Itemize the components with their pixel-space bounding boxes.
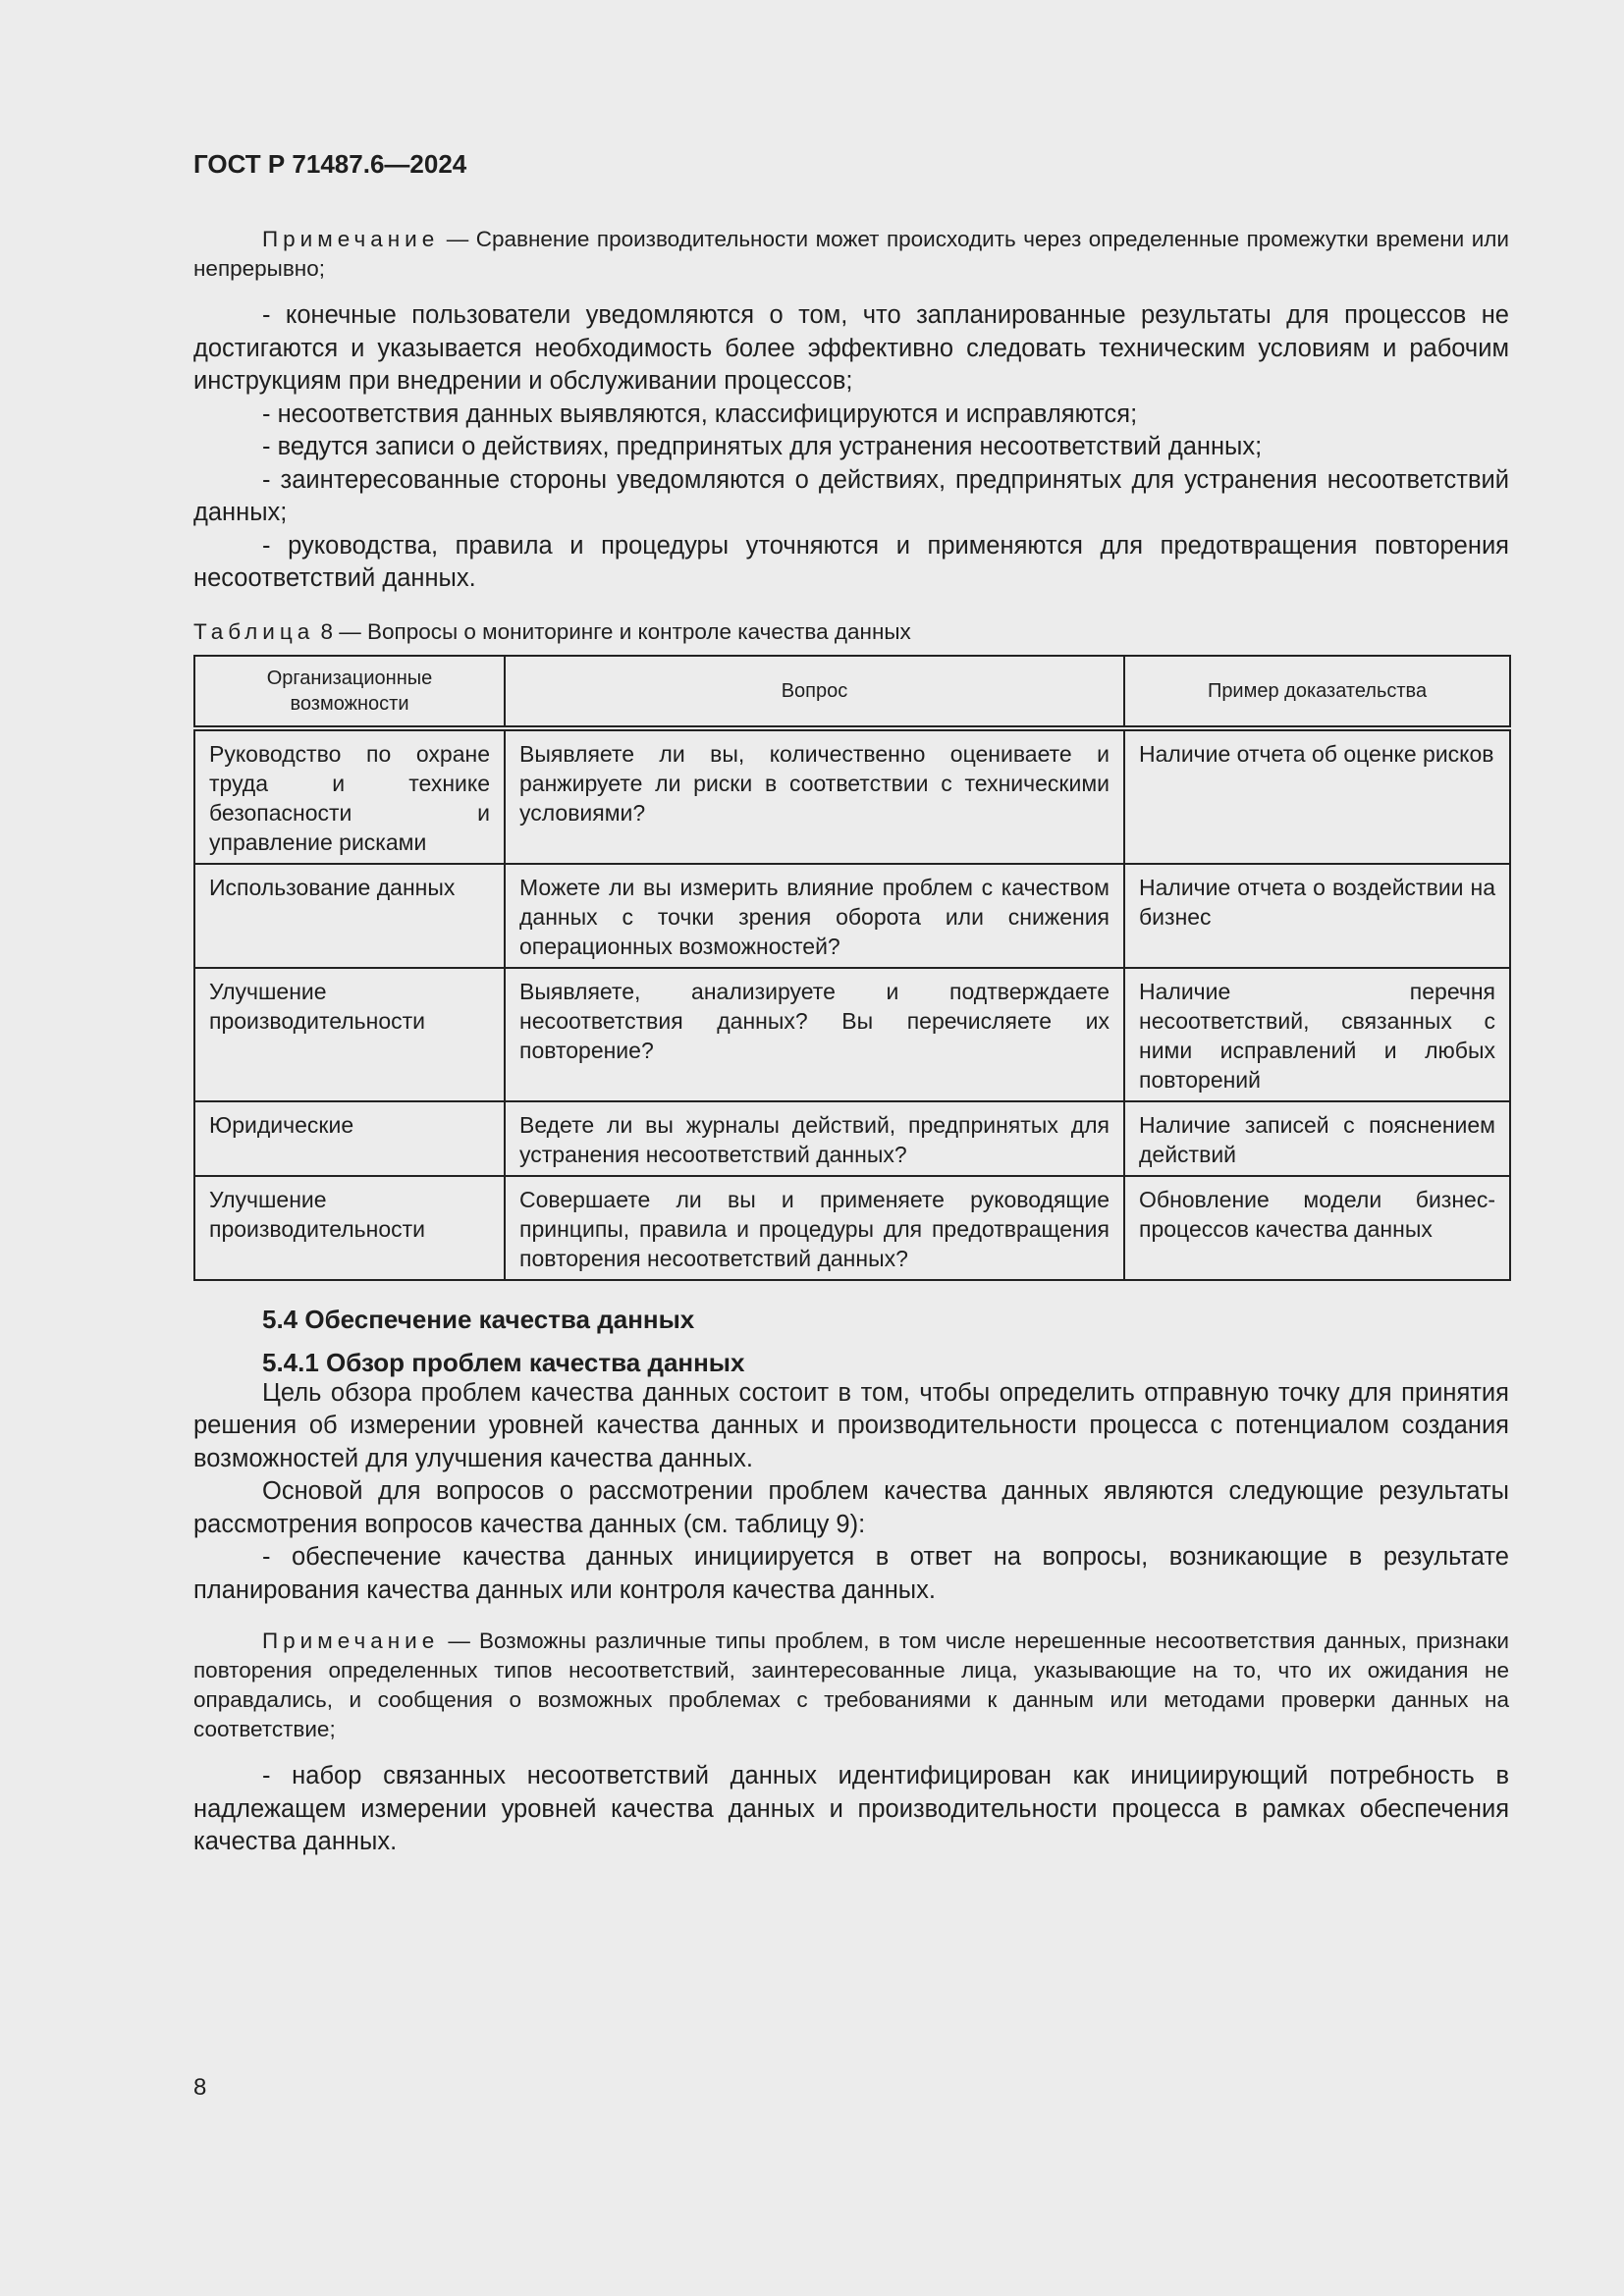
note-1-lead: Примечание [262,227,440,251]
table-cell: Улучшение производительности [194,1176,505,1280]
column-header-evidence: Пример доказательства [1124,656,1510,728]
document-header: ГОСТ Р 71487.6—2024 [193,149,467,179]
table-cell: Наличие записей с пояснением действий [1124,1101,1510,1176]
table-cell: Можете ли вы измерить влияние проблем с качеством данных с точки зрения оборота или снижения операционных возможностей? [505,864,1124,968]
note-1-text: — Сравнение производительности может происходить через определенные промежутки времени или непрерывно; [193,227,1509,281]
section-heading: 5.4 Обеспечение качества данных [262,1304,695,1334]
page-number: 8 [193,2074,207,2101]
table-caption-lead: Таблица [193,618,315,644]
note-2-lead: Примечание [262,1629,440,1653]
table-cell: Наличие перечня несоответствий, связанных с ними исправлений и любых повторений [1124,968,1510,1101]
note-2 [193,1627,1509,1744]
table-cell: Улучшение производительности [194,968,505,1101]
questions-table [193,655,1511,1281]
column-header-capabilities: Организационные возможности [194,656,505,728]
table-row [194,864,1510,968]
table-header-row [194,656,1510,728]
page-content [193,147,1509,1859]
table-cell: Выявляете, анализируете и подтверждаете несоответствия данных? Вы перечисляете их повторение? [505,968,1124,1101]
table-row [194,1176,1510,1280]
subsection-heading: 5.4.1 Обзор проблем качества данных [262,1347,745,1377]
bullet-item: - руководства, правила и процедуры уточняются и применяются для предотвращения повторения несоответствий данных. [193,531,1509,592]
bullet-item: - ведутся записи о действиях, предпринятых для устранения несоответствий данных; [262,433,1263,460]
bullet-item: - набор связанных несоответствий данных идентифицирован как инициирующий потребность в надлежащем измерении уровней качества данных и производительности процесса в рамках обеспечения качества данных. [193,1762,1509,1855]
bullet-item: - несоответствия данных выявляются, классифицируются и исправляются; [262,400,1138,428]
table-row [194,968,1510,1101]
table-cell: Ведете ли вы журналы действий, предпринятых для устранения несоответствий данных? [505,1101,1124,1176]
table-cell: Совершаете ли вы и применяете руководящие принципы, правила и процедуры для предотвращения повторения несоответствий данных? [505,1176,1124,1280]
table-caption [193,617,1509,647]
table-cell: Руководство по охране труда и технике безопасности и управление рисками [194,728,505,864]
table-cell: Использование данных [194,864,505,968]
table-row [194,1101,1510,1176]
paragraph: Цель обзора проблем качества данных состоит в том, чтобы определить отправную точку для принятия решения об измерении уровней качества данных и производительности процесса с потенциалом создания возможностей для улучшения качества данных. [193,1378,1509,1472]
note-2-text: — Возможны различные типы проблем, в том числе нерешенные несоответствия данных, признаки повторения определенных типов несоответствий, заинтересованные лица, указывающие на то, что их ожидания не оправдались, и сообщения о возможных проблемах с требованиями к данным или методами проверки данных на соответствие; [193,1629,1509,1741]
paragraph: Основой для вопросов о рассмотрении проблем качества данных являются следующие результаты рассмотрения вопросов качества данных (см. таблицу 9): [193,1477,1509,1538]
column-header-question: Вопрос [505,656,1124,728]
bullet-item: - обеспечение качества данных инициируется в ответ на вопросы, возникающие в результате планирования качества данных или контроля качества данных. [193,1543,1509,1604]
bullet-item: - заинтересованные стороны уведомляются о действиях, предпринятых для устранения несоответствий данных; [193,465,1509,526]
table-cell: Наличие отчета о воздействии на бизнес [1124,864,1510,968]
bullet-item: - конечные пользователи уведомляются о том, что запланированные результаты для процессов не достигаются и указывается необходимость более эффективно следовать техническим условиям и рабочим инструкциям при внедрении и обслуживании процессов; [193,301,1509,395]
table-cell: Обновление модели бизнес-процессов качества данных [1124,1176,1510,1280]
table-cell: Юридические [194,1101,505,1176]
table-caption-text: 8 — Вопросы о мониторинге и контроле качества данных [314,618,911,644]
table-cell: Наличие отчета об оценке рисков [1124,728,1510,864]
table-row [194,728,1510,864]
table-cell: Выявляете ли вы, количественно оцениваете и ранжируете ли риски в соответствии с техническими условиями? [505,728,1124,864]
note-1 [193,225,1509,284]
